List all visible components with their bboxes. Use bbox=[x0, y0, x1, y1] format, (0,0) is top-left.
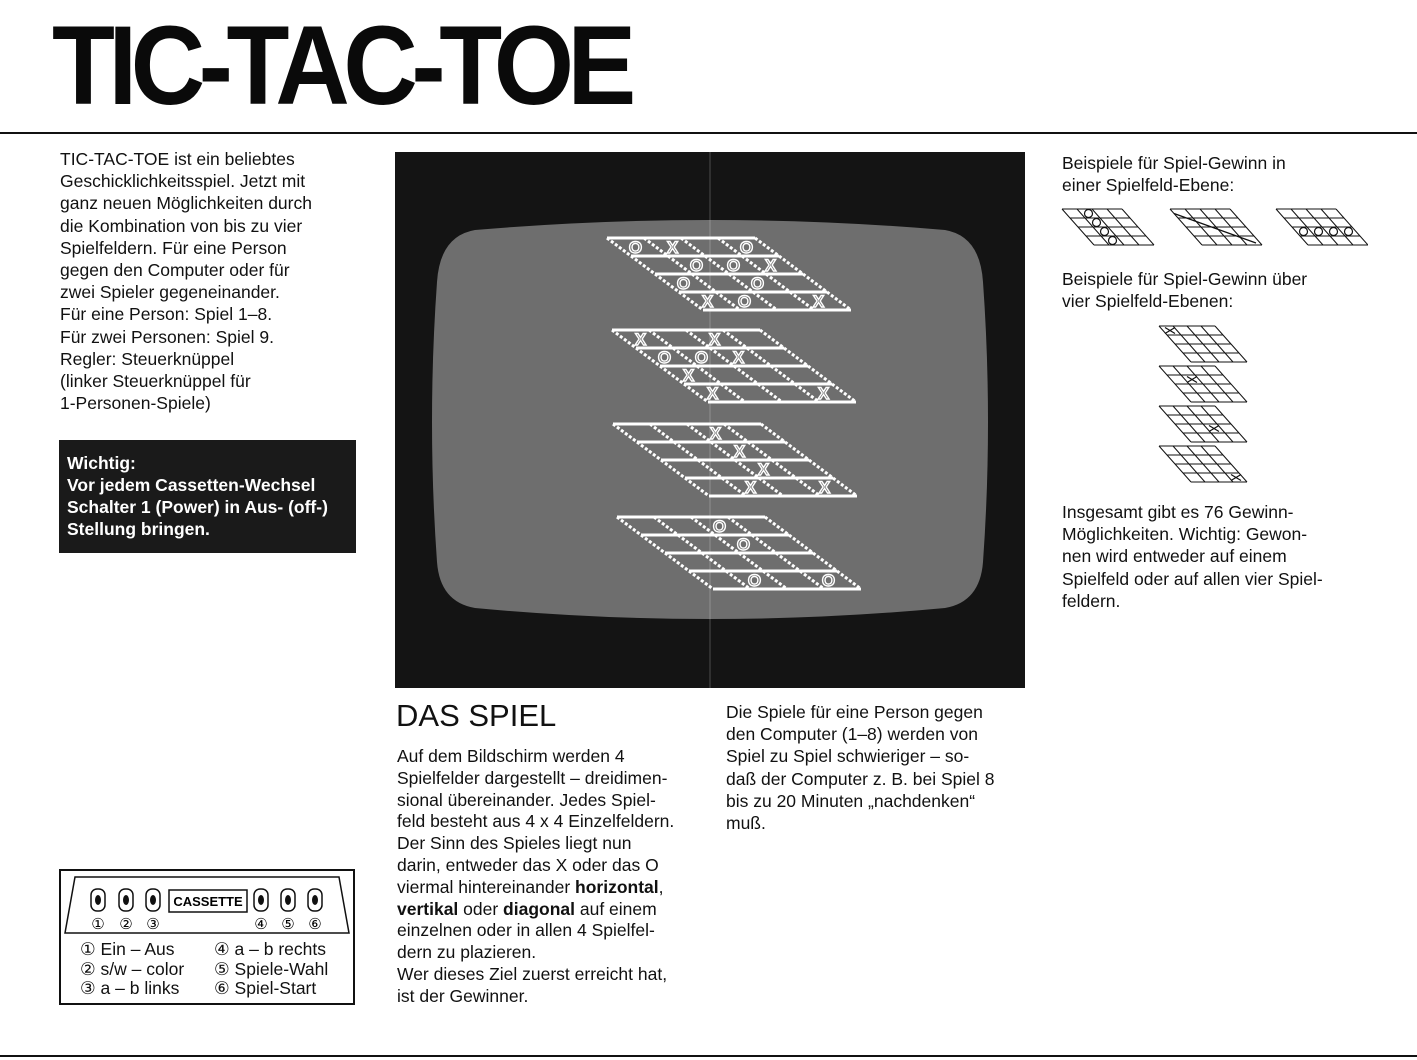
o-mark bbox=[1109, 237, 1117, 245]
o-mark: O bbox=[726, 256, 741, 275]
computer-text bbox=[726, 701, 1026, 834]
text-line: Spielfelder dargestellt – dreidimen- bbox=[397, 767, 668, 788]
text-fragment: , bbox=[658, 876, 664, 897]
text-line: Spielfeld oder auf allen vier Spiel- bbox=[1062, 568, 1323, 589]
x-mark: X bbox=[709, 424, 722, 443]
o-mark: O bbox=[737, 292, 752, 311]
switch-2 bbox=[119, 889, 133, 911]
bottom-divider bbox=[0, 1055, 1417, 1057]
o-mark bbox=[1345, 228, 1353, 236]
win-one-level-examples bbox=[1058, 205, 1368, 255]
o-mark: O bbox=[739, 238, 754, 257]
switch-4 bbox=[254, 889, 268, 911]
x-mark: X bbox=[682, 366, 695, 385]
switch-3 bbox=[146, 889, 160, 911]
intro-line: 1-Personen-Spiele) bbox=[60, 393, 211, 414]
console-legend bbox=[80, 940, 328, 999]
x-mark: X bbox=[666, 238, 679, 257]
legend-item: ⑤ Spiele-Wahl bbox=[214, 958, 329, 979]
switch-number: ① bbox=[91, 915, 105, 933]
text-line: darin, entweder das X oder das O bbox=[397, 854, 659, 875]
o-mark bbox=[1101, 228, 1109, 236]
switch-number: ④ bbox=[254, 915, 268, 933]
intro-line: Für eine Person: Spiel 1–8. bbox=[60, 304, 273, 325]
legend-row bbox=[80, 960, 328, 980]
warning-line: Stellung bringen. bbox=[67, 519, 210, 539]
tv-screen-image bbox=[395, 152, 1025, 688]
x-mark: X bbox=[708, 330, 721, 349]
win-one-level-caption bbox=[1062, 152, 1362, 196]
text-line: dern zu plazieren. bbox=[397, 942, 537, 963]
x-mark: X bbox=[812, 292, 825, 311]
example-grid-3 bbox=[1276, 209, 1368, 245]
switch-number: ⑤ bbox=[281, 915, 295, 933]
text-line: Spiel zu Spiel schwieriger – so- bbox=[726, 746, 970, 767]
o-mark: O bbox=[736, 535, 751, 554]
emphasis-horizontal: horizontal bbox=[575, 876, 659, 897]
example-grid-2 bbox=[1170, 209, 1262, 245]
text-line: Beispiele für Spiel-Gewinn in bbox=[1062, 153, 1286, 173]
x-mark: X bbox=[634, 330, 647, 349]
text-fragment: oder bbox=[458, 898, 504, 919]
o-mark: O bbox=[750, 274, 765, 293]
x-mark: X bbox=[817, 384, 830, 403]
warning-line: Vor jedem Cassetten-Wechsel bbox=[67, 475, 316, 495]
o-mark: O bbox=[712, 517, 727, 536]
intro-line: ganz neuen Möglichkeiten durch bbox=[60, 193, 312, 214]
cassette-label: CASSETTE bbox=[173, 894, 243, 909]
switch-number: ② bbox=[119, 915, 133, 933]
tv-screenshot bbox=[395, 152, 1025, 688]
intro-line: die Kombination von bis zu vier bbox=[60, 215, 303, 236]
switch-1 bbox=[91, 889, 105, 911]
text-line: den Computer (1–8) werden von bbox=[726, 724, 978, 745]
das-spiel-heading: DAS SPIEL bbox=[396, 698, 557, 733]
legend-item: ① Ein – Aus bbox=[80, 939, 175, 959]
switch-number: ⑥ bbox=[308, 915, 322, 933]
legend-item: ② s/w – color bbox=[80, 958, 185, 979]
legend-item: ⑥ Spiel-Start bbox=[214, 978, 317, 998]
x-mark: X bbox=[757, 460, 770, 479]
o-mark bbox=[1315, 228, 1323, 236]
win-four-levels-caption bbox=[1062, 268, 1362, 312]
text-line: ist der Gewinner. bbox=[397, 985, 529, 1006]
top-divider bbox=[0, 132, 1417, 134]
o-mark: O bbox=[747, 571, 762, 590]
intro-line: Geschicklichkeitsspiel. Jetzt mit bbox=[60, 171, 306, 192]
x-mark: X bbox=[744, 478, 757, 497]
o-mark: O bbox=[821, 571, 836, 590]
stack-grid-3 bbox=[1159, 406, 1247, 442]
text-line: bis zu 20 Minuten „nachdenken“ bbox=[726, 790, 976, 811]
emphasis-vertikal: vertikal bbox=[397, 898, 459, 919]
stack-grid-1 bbox=[1159, 326, 1247, 362]
example-grid-1 bbox=[1062, 209, 1154, 245]
text-line bbox=[397, 877, 707, 899]
text-line: Auf dem Bildschirm werden 4 bbox=[397, 746, 625, 766]
text-line: Der Sinn des Spieles liegt nun bbox=[397, 833, 632, 854]
console-panel-drawing bbox=[61, 871, 353, 941]
text-line: nen wird entweder auf einem bbox=[1062, 546, 1287, 567]
text-line: daß der Computer z. B. bei Spiel 8 bbox=[726, 768, 995, 789]
text-line: feldern. bbox=[1062, 590, 1121, 611]
intro-line: Regler: Steuerknüppel bbox=[60, 348, 235, 369]
text-line: feld besteht aus 4 x 4 Einzelfeldern. bbox=[397, 811, 675, 832]
stack-grid-4 bbox=[1159, 446, 1247, 482]
o-mark: O bbox=[689, 256, 704, 275]
stack-grid-2 bbox=[1159, 366, 1247, 402]
intro-text bbox=[60, 148, 360, 414]
text-line: Beispiele für Spiel-Gewinn über bbox=[1062, 269, 1308, 289]
o-mark: O bbox=[676, 274, 691, 293]
o-mark: O bbox=[657, 348, 672, 367]
intro-line: (linker Steuerknüppel für bbox=[60, 371, 251, 392]
warning-box bbox=[59, 440, 356, 553]
legend-row bbox=[80, 940, 328, 960]
text-line: einer Spielfeld-Ebene: bbox=[1062, 175, 1235, 196]
legend-row bbox=[80, 979, 328, 999]
intro-line: TIC-TAC-TOE ist ein beliebtes bbox=[60, 149, 295, 169]
x-mark: X bbox=[764, 256, 777, 275]
o-mark bbox=[1330, 228, 1338, 236]
text-line: vier Spielfeld-Ebenen: bbox=[1062, 291, 1234, 312]
o-mark: O bbox=[628, 238, 643, 257]
x-mark: X bbox=[706, 384, 719, 403]
intro-line: Spielfeldern. Für eine Person bbox=[60, 237, 287, 258]
text-line: einzelnen oder in allen 4 Spielfel- bbox=[397, 920, 655, 941]
switch-5 bbox=[281, 889, 295, 911]
intro-line: zwei Spieler gegeneinander. bbox=[60, 282, 280, 303]
text-line bbox=[397, 899, 707, 921]
win-four-levels-example bbox=[1155, 322, 1255, 490]
o-mark: O bbox=[694, 348, 709, 367]
text-line: Wer dieses Ziel zuerst erreicht hat, bbox=[397, 963, 668, 984]
intro-line: Für zwei Personen: Spiel 9. bbox=[60, 326, 274, 347]
text-line: Die Spiele für eine Person gegen bbox=[726, 702, 983, 722]
text-line: Möglichkeiten. Wichtig: Gewon- bbox=[1062, 524, 1308, 545]
x-mark: X bbox=[818, 478, 831, 497]
o-mark bbox=[1093, 219, 1101, 227]
legend-item: ④ a – b rechts bbox=[214, 939, 326, 959]
total-wins-text bbox=[1062, 501, 1362, 612]
warning-line: Schalter 1 (Power) in Aus- (off-) bbox=[67, 497, 328, 517]
x-mark: X bbox=[733, 442, 746, 461]
o-mark bbox=[1085, 210, 1093, 218]
switch-6 bbox=[308, 889, 322, 911]
intro-line: gegen den Computer oder für bbox=[60, 260, 290, 281]
o-mark bbox=[1300, 228, 1308, 236]
text-line: sional übereinander. Jedes Spiel- bbox=[397, 789, 656, 810]
text-line: Insgesamt gibt es 76 Gewinn- bbox=[1062, 502, 1294, 522]
page-title: TIC-TAC-TOE bbox=[52, 3, 630, 128]
das-spiel-text bbox=[397, 746, 707, 1008]
emphasis-diagonal: diagonal bbox=[503, 898, 575, 919]
x-mark: X bbox=[701, 292, 714, 311]
text-fragment: viermal hintereinander bbox=[397, 876, 576, 897]
warning-line: Wichtig: bbox=[67, 453, 136, 473]
text-line: muß. bbox=[726, 813, 766, 834]
legend-item: ③ a – b links bbox=[80, 978, 180, 998]
text-fragment: auf einem bbox=[575, 898, 657, 919]
x-mark: X bbox=[732, 348, 745, 367]
switch-number: ③ bbox=[146, 915, 160, 933]
